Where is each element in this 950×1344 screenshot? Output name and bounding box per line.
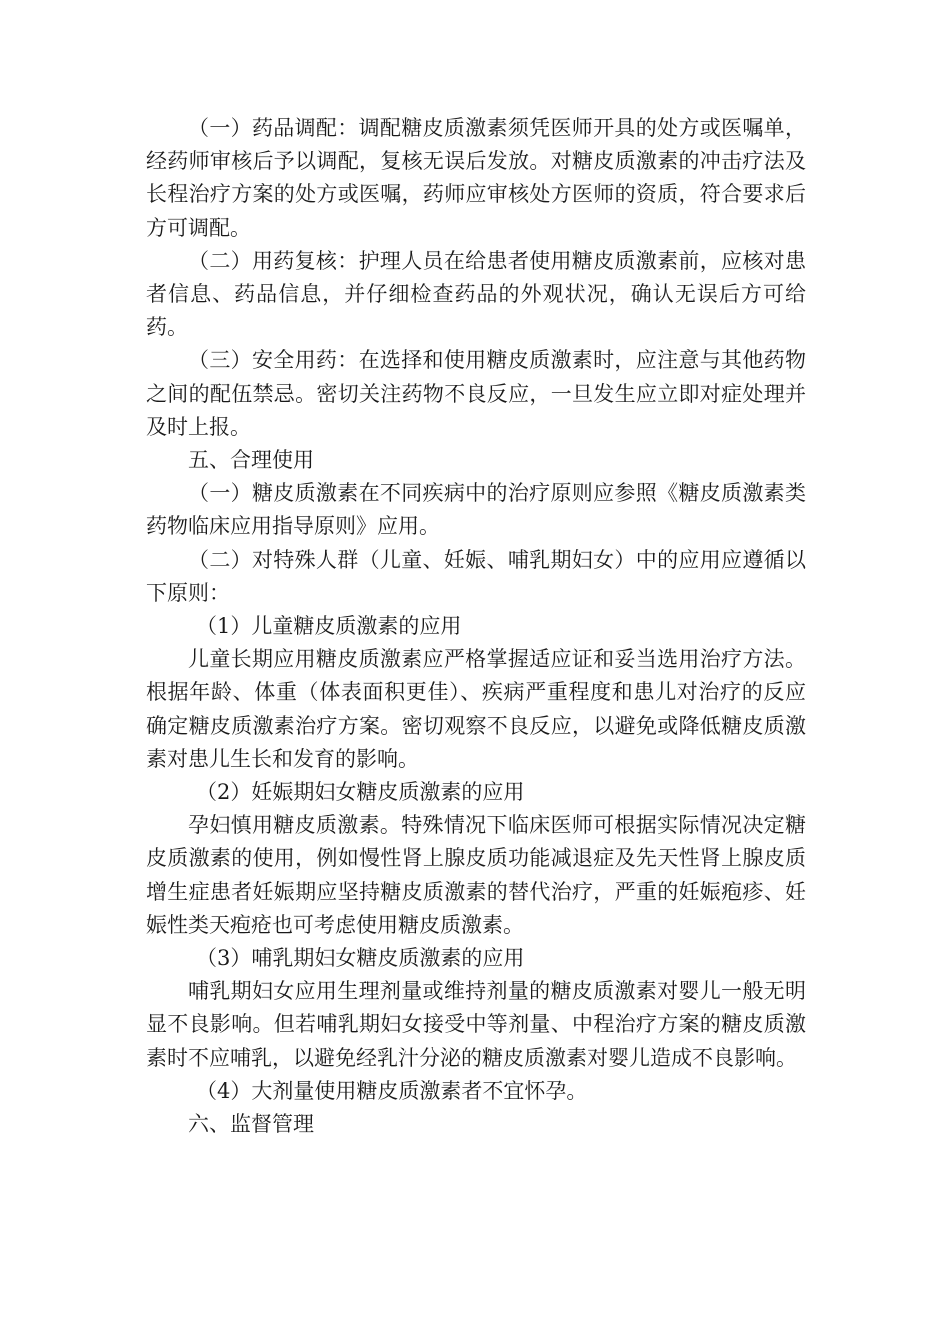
section-heading-supervision: 六、监督管理 xyxy=(188,1112,314,1137)
section-heading-rational-use: 五、合理使用 xyxy=(188,448,314,473)
paragraph-safe-use: （三）安全用药：在选择和使用糖皮质激素时，应注意与其他药物之间的配伍禁忌。密切关注药物不良反应，一旦发生应立即对症处理并及时上报。 xyxy=(146,348,806,439)
paragraph-children: 儿童长期应用糖皮质激素应严格掌握适应证和妥当选用治疗方法。根据年龄、体重（体表面积更佳）、疾病严重程度和患儿对治疗的反应确定糖皮质激素治疗方案。密切观察不良反应，以避免或降低糖皮质激素对患儿生长和发育的影响。 xyxy=(146,647,806,771)
paragraph-lactation: 哺乳期妇女应用生理剂量或维持剂量的糖皮质激素对婴儿一般无明显不良影响。但若哺乳期妇女接受中等剂量、中程治疗方案的糖皮质激素时不应哺乳，以避免经乳汁分泌的糖皮质激素对婴儿造成不良影响。 xyxy=(146,979,806,1070)
subheading-children: （1）儿童糖皮质激素的应用 xyxy=(196,614,462,639)
subheading-lactation: （3）哺乳期妇女糖皮质激素的应用 xyxy=(196,946,525,971)
paragraph-dispensing: （一）药品调配：调配糖皮质激素须凭医师开具的处方或医嘱单，经药师审核后予以调配，复核无误后发放。对糖皮质激素的冲击疗法及长程治疗方案的处方或医嘱，药师应审核处方医师的资质，符合要求后方可调配。 xyxy=(146,116,806,240)
subheading-pregnancy: （2）妊娠期妇女糖皮质激素的应用 xyxy=(196,780,525,805)
subheading-high-dose: （4）大剂量使用糖皮质激素者不宜怀孕。 xyxy=(196,1078,588,1103)
paragraph-special-populations: （二）对特殊人群（儿童、妊娠、哺乳期妇女）中的应用应遵循以下原则： xyxy=(146,547,806,605)
paragraph-pregnancy: 孕妇慎用糖皮质激素。特殊情况下临床医师可根据实际情况决定糖皮质激素的使用，例如慢性肾上腺皮质功能减退症及先天性肾上腺皮质增生症患者妊娠期应坚持糖皮质激素的替代治疗，严重的妊娠疱疹、妊娠性类天疱疮也可考虑使用糖皮质激素。 xyxy=(146,813,806,937)
paragraph-treatment-principles: （一）糖皮质激素在不同疾病中的治疗原则应参照《糖皮质激素类药物临床应用指导原则》应用。 xyxy=(146,481,806,539)
document-page xyxy=(146,112,806,1141)
paragraph-medication-check: （二）用药复核：护理人员在给患者使用糖皮质激素前，应核对患者信息、药品信息，并仔细检查药品的外观状况，确认无误后方可给药。 xyxy=(146,248,806,340)
